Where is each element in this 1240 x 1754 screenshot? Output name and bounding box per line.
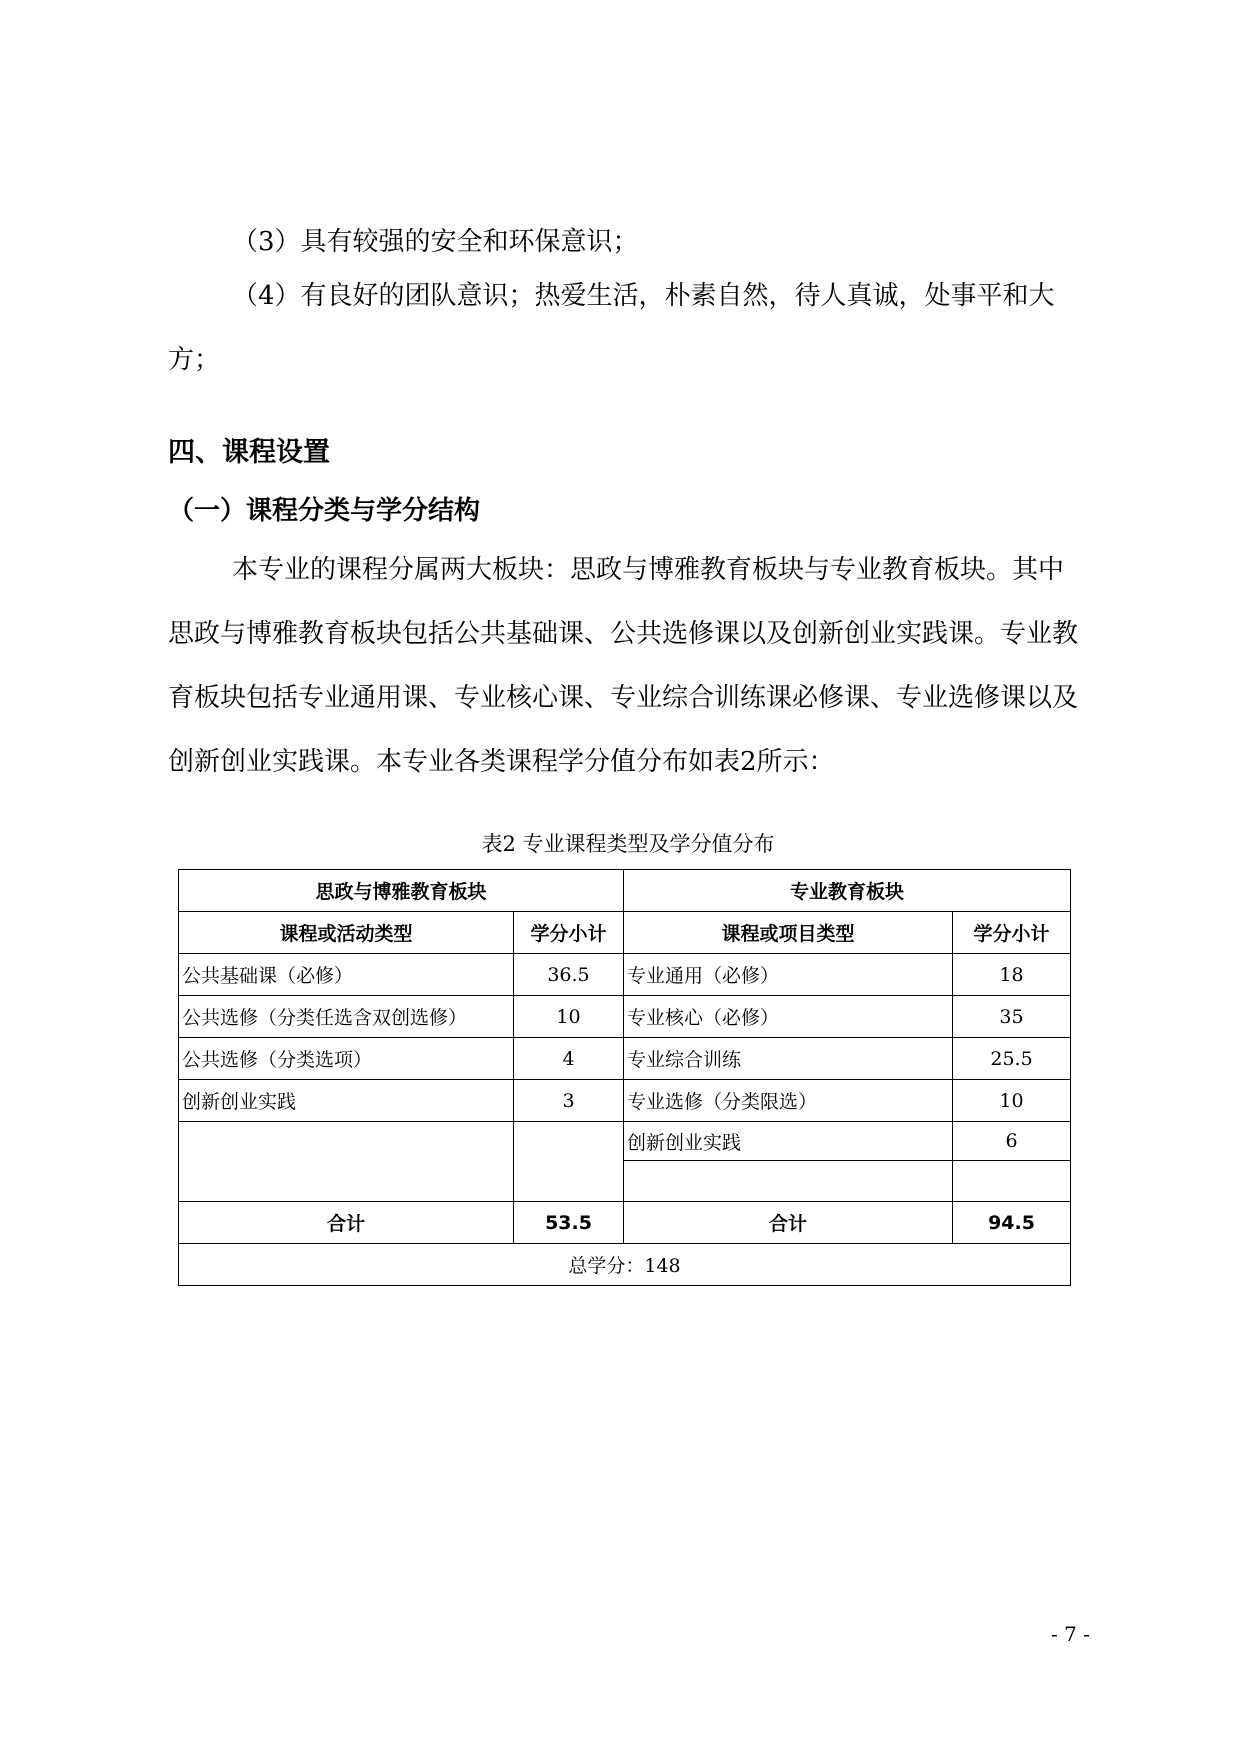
left-col-credit-header: 学分小计 <box>514 912 624 954</box>
right-course-credit: 10 <box>953 1080 1071 1122</box>
credit-table <box>178 869 1071 1286</box>
right-course-name: 专业选修（分类限选） <box>624 1080 953 1122</box>
right-block-header: 专业教育板块 <box>624 870 1071 912</box>
right-col-type-header: 课程或项目类型 <box>624 912 953 954</box>
left-course-credit: 3 <box>514 1080 624 1122</box>
grand-total: 总学分：148 <box>179 1244 1071 1286</box>
section-heading: 四、课程设置 <box>168 437 330 468</box>
left-col-type-header: 课程或活动类型 <box>179 912 514 954</box>
table-row <box>179 1080 1071 1122</box>
left-course-credit-empty <box>514 1122 624 1202</box>
right-total-label: 合计 <box>624 1202 953 1244</box>
left-course-name: 公共基础课（必修） <box>179 954 514 996</box>
left-course-name: 创新创业实践 <box>179 1080 514 1122</box>
table-row <box>179 954 1071 996</box>
table-caption: 表2 专业课程类型及学分值分布 <box>481 832 775 856</box>
subsection-heading: （一）课程分类与学分结构 <box>168 496 481 526</box>
paragraph-intro: 本专业的课程分属两大板块：思政与博雅教育板块与专业教育板块。其中思政与博雅教育板块包括公共基础课、公共选修课以及创新创业实践课。专业教育板块包括专业通用课、专业核心课、专业综合训练课必修课、专业选修课以及创新创业实践课。本专业各类课程学分值分布如表2所示： <box>168 555 1079 777</box>
left-course-name: 公共选修（分类任选含双创选修） <box>179 996 514 1038</box>
left-course-name: 公共选修（分类选项） <box>179 1038 514 1080</box>
right-course-name: 创新创业实践 <box>624 1122 953 1161</box>
right-course-name: 专业综合训练 <box>624 1038 953 1080</box>
right-course-credit: 25.5 <box>953 1038 1071 1080</box>
table-grand-total-row <box>179 1244 1071 1286</box>
right-course-name: 专业通用（必修） <box>624 954 953 996</box>
table-row <box>179 996 1071 1038</box>
table-column-header-row <box>179 912 1071 954</box>
page-number: - 7 - <box>1051 1622 1090 1646</box>
paragraph-item-4: （4）有良好的团队意识；热爱生活，朴素自然，待人真诚，处事平和大方； <box>168 281 1055 375</box>
table-block-header-row <box>179 870 1071 912</box>
left-course-credit: 36.5 <box>514 954 624 996</box>
right-course-credit: 35 <box>953 996 1071 1038</box>
empty-cell <box>953 1161 1071 1202</box>
table-total-row <box>179 1202 1071 1244</box>
left-total-value: 53.5 <box>514 1202 624 1244</box>
right-course-name: 专业核心（必修） <box>624 996 953 1038</box>
right-course-credit: 6 <box>953 1122 1071 1161</box>
empty-cell <box>624 1161 953 1202</box>
left-course-credit: 10 <box>514 996 624 1038</box>
paragraph-item-3: （3）具有较强的安全和环保意识； <box>232 227 639 257</box>
left-total-label: 合计 <box>179 1202 514 1244</box>
left-course-credit: 4 <box>514 1038 624 1080</box>
table-row <box>179 1122 1071 1161</box>
right-col-credit-header: 学分小计 <box>953 912 1071 954</box>
left-block-header: 思政与博雅教育板块 <box>179 870 624 912</box>
right-course-credit: 18 <box>953 954 1071 996</box>
left-course-name-empty <box>179 1122 514 1202</box>
right-total-value: 94.5 <box>953 1202 1071 1244</box>
table-row <box>179 1038 1071 1080</box>
